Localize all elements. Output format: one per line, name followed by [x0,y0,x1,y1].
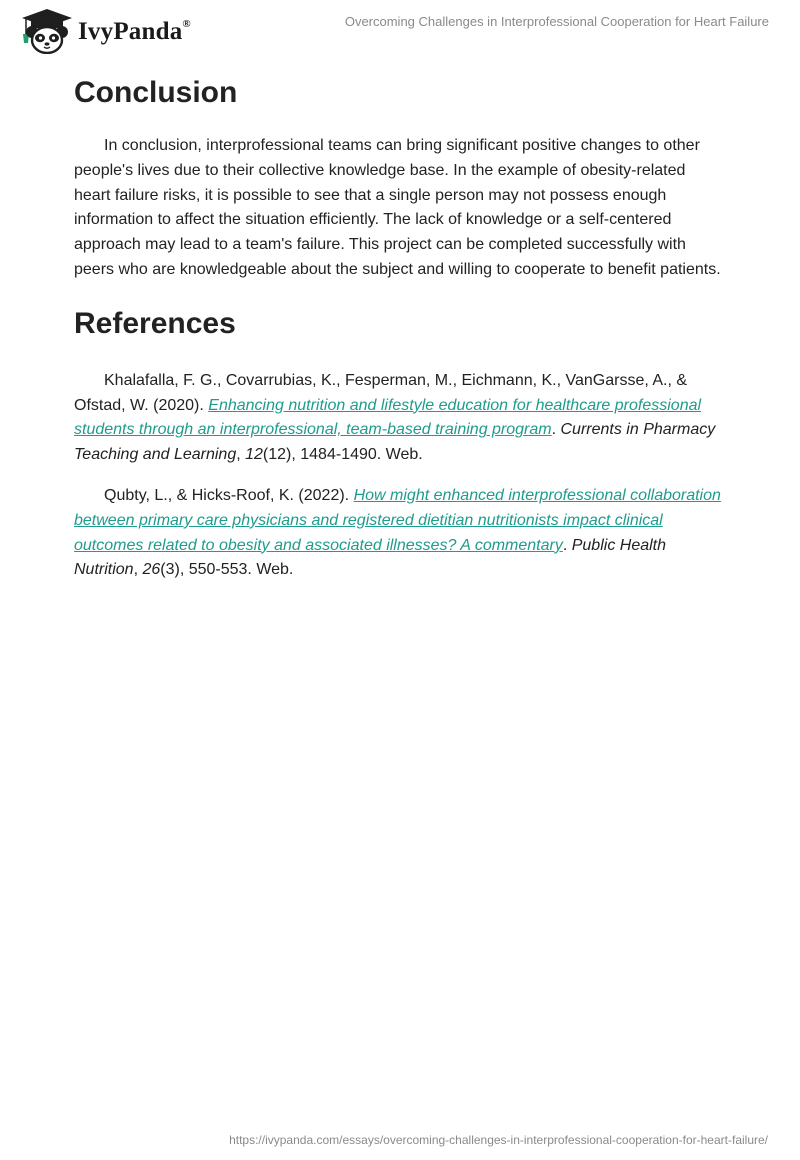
reference-journal: Currents in Pharmacy Teaching and Learning [74,421,716,464]
essay-content [74,70,722,583]
reference-title-link[interactable]: How might enhanced interprofessional collaboration between primary care physicians and registered dietitian nutritionists impact clinical outcomes related to obesity and associated illnesses? A commentary [74,486,721,554]
conclusion-heading: Conclusion [74,76,238,109]
reference-title-link[interactable]: Enhancing nutrition and lifestyle education for healthcare professional students through an interprofessional, team-based training program [74,396,702,439]
reference-entry [74,484,722,583]
page-header [0,0,800,60]
reference-issue-pages: (3), 550-553. Web. [160,561,294,579]
document-title: Overcoming Challenges in Interprofessional Cooperation for Heart Failure [344,14,769,29]
punctuation: . [562,536,572,554]
source-url[interactable]: https://ivypanda.com/essays/overcoming-challenges-in-interprofessional-cooperation-for-heart-failure/ [229,1133,768,1147]
reference-journal: Public Health Nutrition [74,536,667,579]
ivypanda-logo[interactable] [14,8,191,54]
references-heading: References [74,306,236,340]
conclusion-paragraph: In conclusion, interprofessional teams can bring significant positive changes to other people's lives due to their collective knowledge base. In the example of obesity-related heart failure risks, it is possible to see that a single person may not possess enough information to affect the situation efficiently. The lack of knowledge or a self-centered approach may lead to a team's failure. This project can be completed successfully with peers who are knowledgeable about the subject and willing to cooperate to benefit patients. [74,137,721,278]
panda-graduate-icon [14,8,74,54]
punctuation: . [551,421,561,439]
reference-entry [74,369,722,468]
brand-name: IvyPanda® [78,17,191,45]
reference-issue-pages: (12), 1484-1490. Web. [262,446,423,464]
punctuation: , [133,561,143,579]
reference-volume: 26 [142,561,161,579]
reference-volume: 12 [245,446,263,464]
reference-authors: Khalafalla, F. G., Covarrubias, K., Fesperman, M., Eichmann, K., VanGarsse, A., & Ofstad, W. (2020). [74,371,688,414]
reference-authors: Qubty, L., & Hicks-Roof, K. (2022). [104,486,354,504]
punctuation: , [236,446,246,464]
